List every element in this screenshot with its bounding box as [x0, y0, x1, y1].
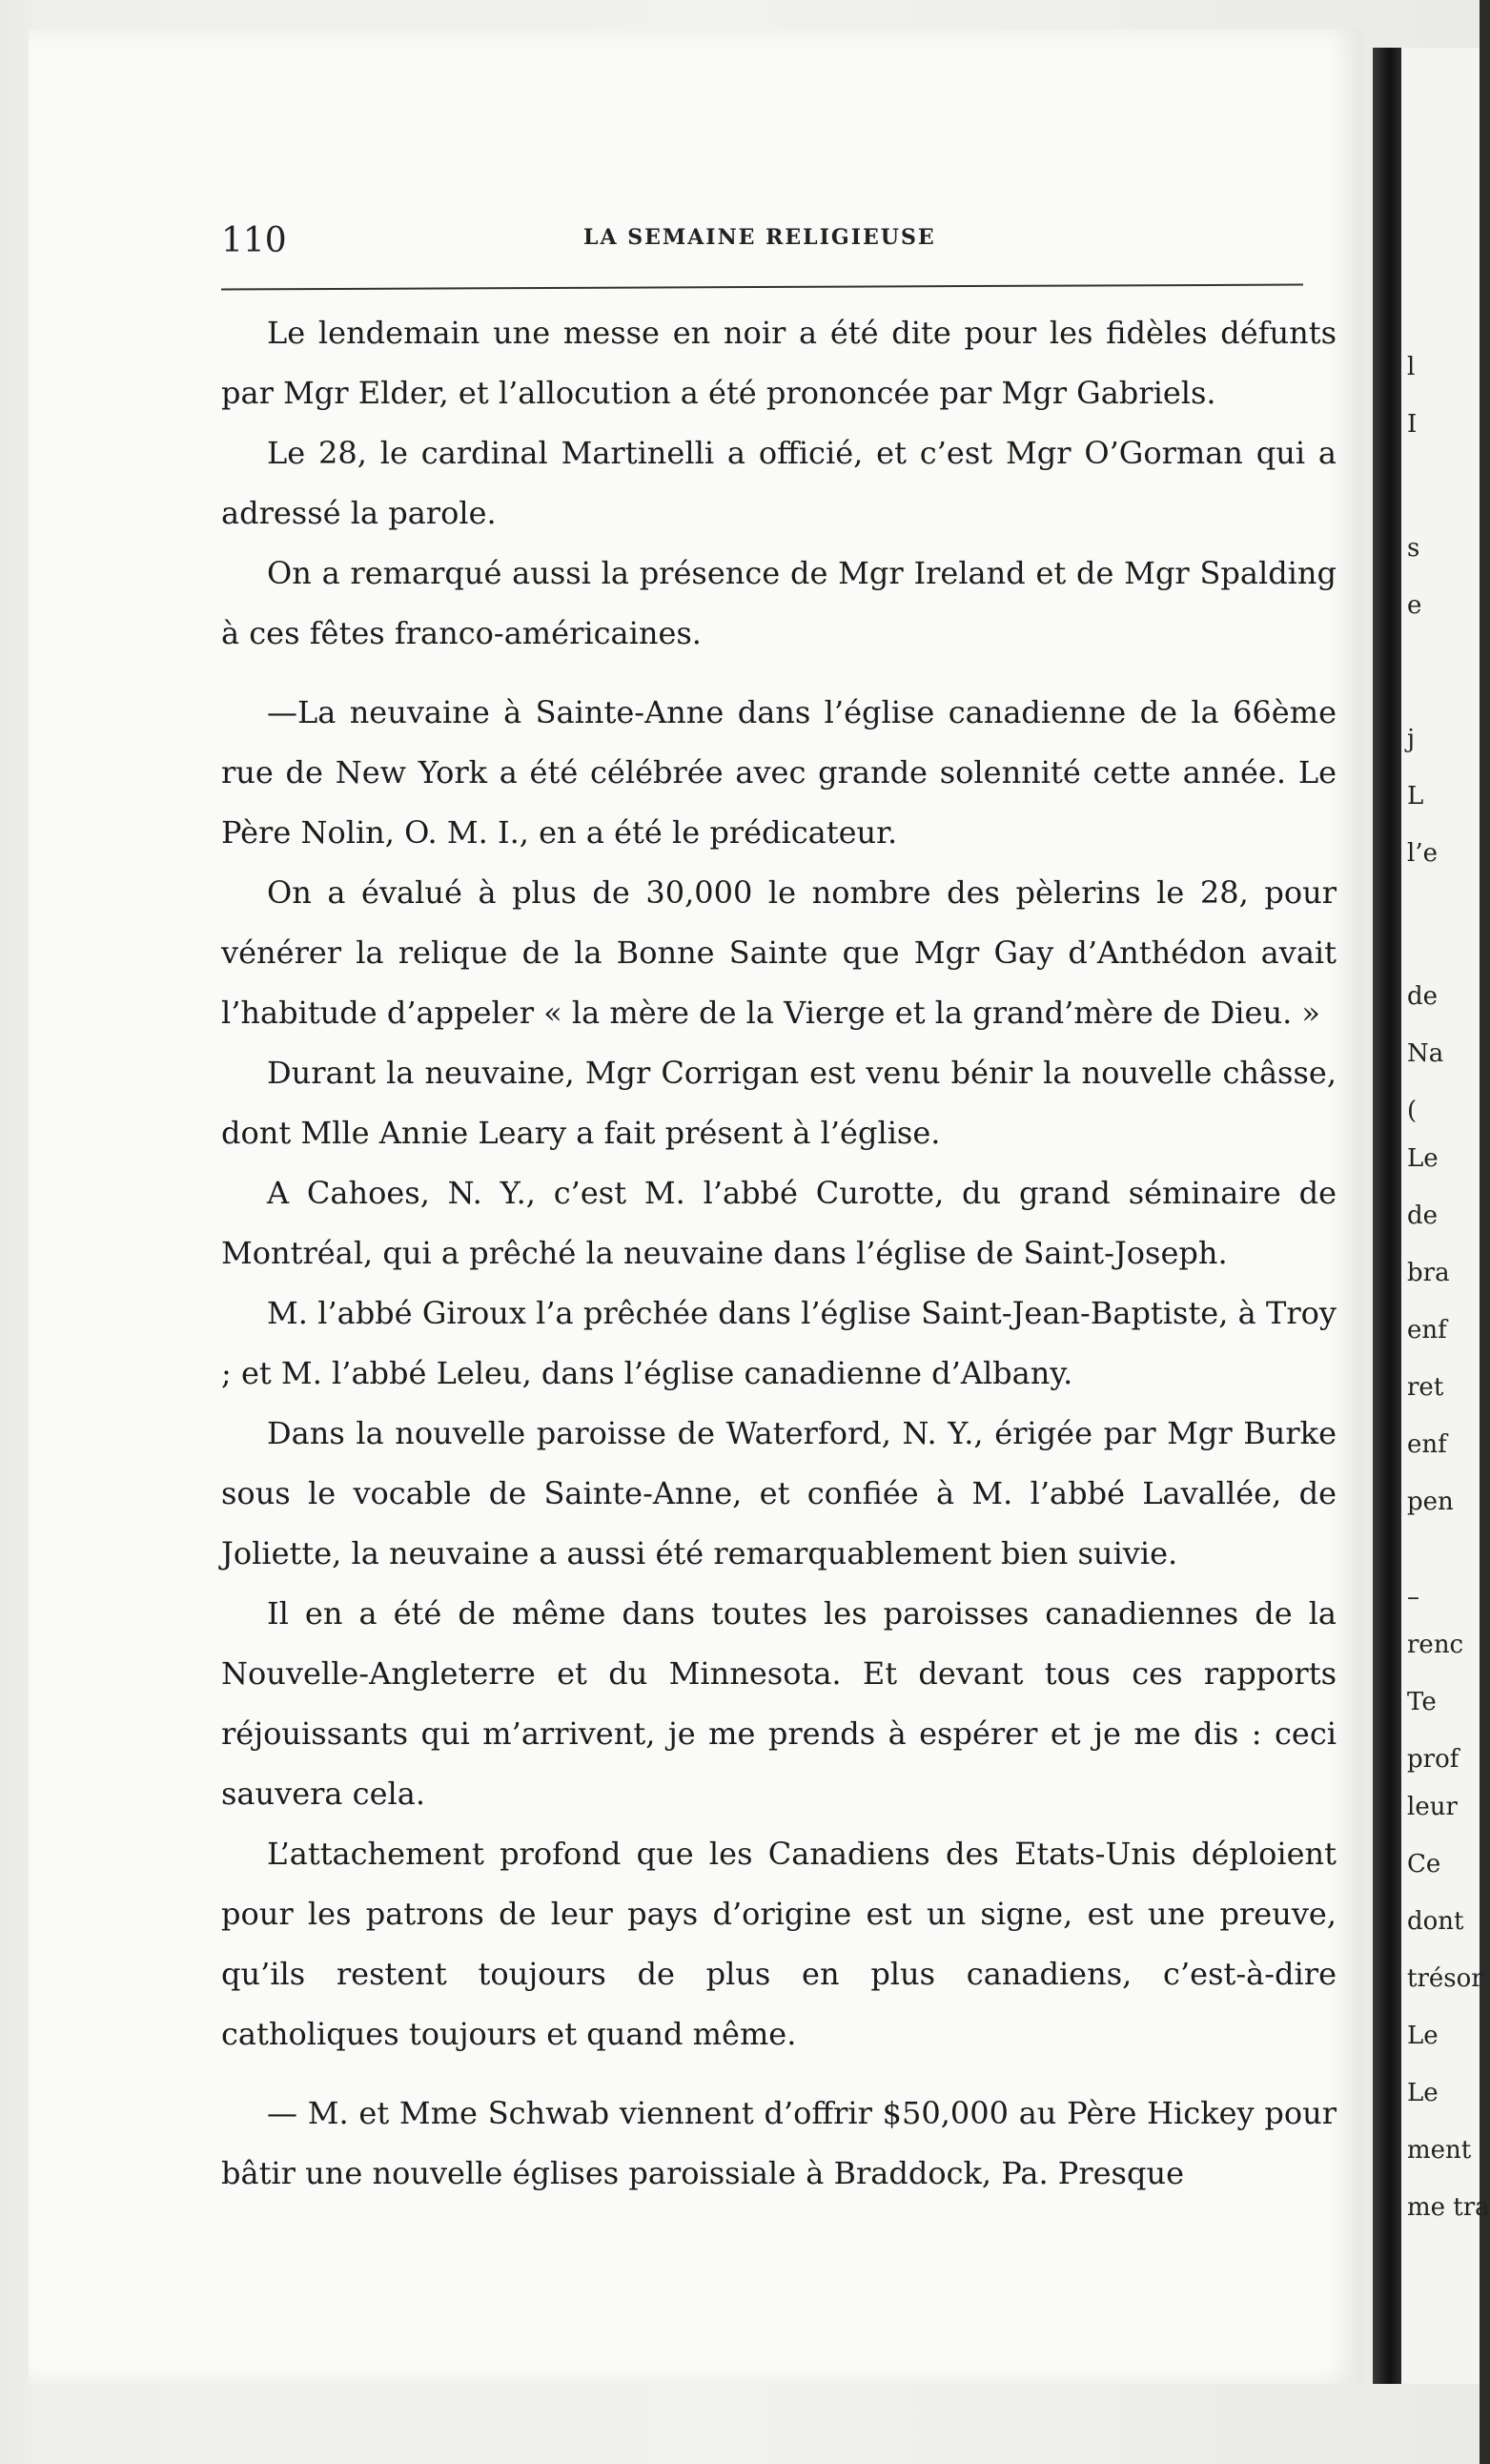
- facing-page-fragment: s: [1407, 534, 1420, 563]
- page-number: 110: [221, 221, 287, 260]
- paragraph: Il en a été de même dans toutes les paroisses canadiennes de la Nouvelle-Angleterre et du Minnesota. Et devant tous ces rapports réjouissants qui m’arrivent, je me prends à espérer et je me dis : ceci sauvera cela.: [221, 1595, 1337, 1812]
- paragraph: A Cahoes, N. Y., c’est M. l’abbé Curotte, du grand séminaire de Montréal, qui a prêché la neuvaine dans l’église de Saint-Joseph.: [221, 1175, 1337, 1271]
- facing-page-fragment: Na: [1407, 1039, 1444, 1068]
- facing-page-fragment: me tra: [1407, 2193, 1490, 2222]
- paragraph: On a remarqué aussi la présence de Mgr Ireland et de Mgr Spalding à ces fêtes franco-américaines.: [221, 555, 1337, 651]
- facing-page-fragment: enf: [1407, 1316, 1447, 1345]
- paragraph: Le 28, le cardinal Martinelli a officié, et c’est Mgr O’Gorman qui a adressé la parole.: [221, 435, 1337, 531]
- running-title: LA SEMAINE RELIGIEUSE: [583, 225, 936, 250]
- paragraph: Dans la nouvelle paroisse de Waterford, N. Y., érigée par Mgr Burke sous le vocable de Sainte-Anne, et confiée à M. l’abbé Lavallée, de Joliette, la neuvaine a aussi été remarquablement bien suivie.: [221, 1415, 1337, 1571]
- facing-page-fragment: e: [1407, 591, 1422, 620]
- paragraph: — M. et Mme Schwab viennent d’offrir $50,000 au Père Hickey pour bâtir une nouvelle églises paroissiale à Braddock, Pa. Presque: [221, 2095, 1337, 2191]
- paragraph: —La neuvaine à Sainte-Anne dans l’église canadienne de la 66ème rue de New York a été célébrée avec grande solennité cette année. Le Père Nolin, O. M. I., en a été le prédicateur.: [221, 694, 1337, 851]
- facing-page-fragment: pen: [1407, 1488, 1454, 1516]
- body-text: [221, 303, 1337, 2204]
- facing-page-fragment: ment: [1407, 2136, 1472, 2165]
- facing-page-fragment: L: [1407, 782, 1424, 811]
- facing-page-edge: [1401, 48, 1490, 2384]
- facing-page-fragment: bra: [1407, 1259, 1450, 1287]
- paragraph: Le lendemain une messe en noir a été dite pour les fidèles défunts par Mgr Elder, et l’allocution a été prononcée par Mgr Gabriels.: [221, 315, 1337, 411]
- paragraph: M. l’abbé Giroux l’a prêchée dans l’église Saint-Jean-Baptiste, à Troy ; et M. l’abbé Leleu, dans l’église canadienne d’Albany.: [221, 1295, 1337, 1391]
- paragraph: L’attachement profond que les Canadiens des Etats-Unis déploient pour les patrons de leur pays d’origine est un signe, est une preuve, qu’ils restent toujours de plus en plus canadiens, c’est-à-dire catholiques toujours et quand même.: [221, 1836, 1337, 2052]
- facing-page-fragment: l’e: [1407, 839, 1438, 868]
- facing-page-fragment: renc: [1407, 1631, 1464, 1659]
- facing-page-fragment: –: [1407, 1583, 1419, 1612]
- facing-page-fragment: enf: [1407, 1430, 1447, 1459]
- facing-page-fragment: prof: [1407, 1745, 1459, 1774]
- paragraph: On a évalué à plus de 30,000 le nombre des pèlerins le 28, pour vénérer la relique de la Bonne Sainte que Mgr Gay d’Anthédon avait l’habitude d’appeler « la mère de la Vierge et la grand’mère de Dieu. »: [221, 874, 1337, 1031]
- page-header: [221, 216, 1303, 273]
- facing-page-fragment: leur: [1407, 1793, 1458, 1821]
- facing-page-fragment: Le: [1407, 1144, 1439, 1173]
- facing-page-fragment: Te: [1407, 1688, 1437, 1716]
- facing-page-fragment: Le: [1407, 2079, 1439, 2107]
- book-spine: [1373, 48, 1401, 2384]
- facing-page-fragment: I: [1407, 410, 1418, 439]
- facing-page-fragment: ret: [1407, 1373, 1444, 1402]
- facing-page-fragment: de: [1407, 1201, 1439, 1230]
- facing-page-fragment: Ce: [1407, 1850, 1441, 1879]
- facing-page-fragment: de: [1407, 982, 1439, 1011]
- facing-page-fragment: j: [1407, 725, 1416, 753]
- facing-page-fragment: l: [1407, 353, 1416, 381]
- paragraph: Durant la neuvaine, Mgr Corrigan est venu bénir la nouvelle châsse, dont Mlle Annie Leary a fait présent à l’église.: [221, 1055, 1337, 1151]
- facing-page-fragment: trésor: [1407, 1964, 1483, 1993]
- facing-page-fragment: Le: [1407, 2022, 1439, 2050]
- facing-page-fragment: dont: [1407, 1907, 1464, 1936]
- facing-page-fragment: (: [1407, 1097, 1418, 1125]
